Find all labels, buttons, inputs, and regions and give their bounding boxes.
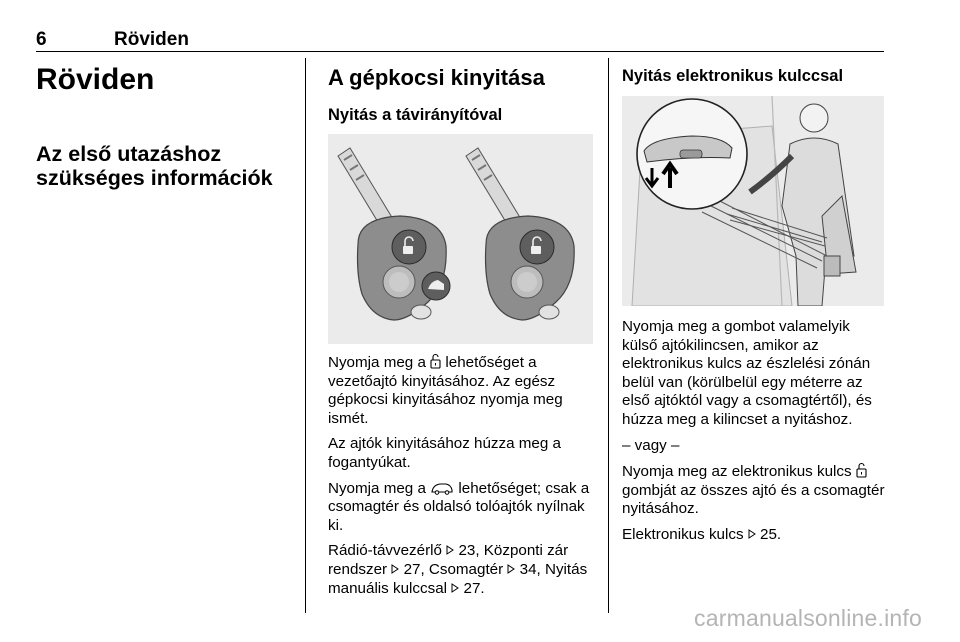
text-run: Rádió-távvezérlő	[328, 542, 442, 560]
electronic-key-door-handle-icon	[622, 96, 884, 306]
text-run: 34, Nyitás manuális kulccsal	[328, 560, 588, 597]
text-run: Nyomja meg az elektronikus kulcs	[622, 463, 852, 481]
text-run: Nyomja meg a	[328, 354, 426, 371]
middle-heading: A gépkocsi kinyitása	[328, 65, 545, 90]
paragraph-unlock-driver	[328, 353, 593, 428]
chapter-heading: Röviden	[36, 63, 155, 96]
paragraph-or: – vagy –	[622, 436, 680, 454]
van-rear-door-icon	[430, 482, 454, 495]
page-number: 6	[36, 29, 47, 50]
text-run: Elektronikus kulcs	[622, 525, 744, 543]
text-run: Nyomja meg a	[328, 479, 426, 497]
reference-arrow-icon	[451, 583, 459, 593]
text-run: gombját az összes ajtó és a csomagtér nyitásához.	[622, 481, 885, 518]
column-divider-2	[608, 58, 609, 613]
unlock-padlock-icon	[856, 462, 867, 478]
text-run: 23, Központi zár rendszer	[328, 542, 569, 578]
column-divider-1	[305, 58, 306, 613]
middle-subheading: Nyitás a távirányítóval	[328, 106, 503, 124]
text-run: lehetőséget; csak a csomagtér és oldalsó tolóajtók nyílnak ki.	[328, 479, 590, 534]
paragraph-handle-unlock: Nyomja meg a gombot valamelyik külső ajtókilincsen, amikor az elektronikus kulcs az észlelési zónán belül van (körülbelül egy méterre az első ajtóktól vagy a csomagtértől), és húzza meg a kilincset a nyitáshoz.	[622, 318, 872, 428]
reference-arrow-icon	[391, 564, 399, 574]
electronic-key-figure	[622, 96, 884, 306]
text-run: lehetőséget a vezetőajtó kinyitásához. Az egész gépkocsi kinyitásához nyomja meg ismét.	[328, 354, 563, 427]
remote-key-figure	[328, 134, 593, 344]
page-header	[36, 27, 884, 53]
text-run: 25.	[760, 525, 782, 543]
remote-key-fobs-icon	[328, 134, 593, 344]
section-heading-line1: Az első utazáshoz	[36, 142, 222, 166]
header-rule	[36, 51, 884, 52]
reference-arrow-icon	[748, 529, 756, 539]
paragraph-references	[328, 542, 593, 598]
paragraph-pull-handles: Az ajtók kinyitásához húzza meg a fogantyúkat.	[328, 435, 561, 471]
right-subheading: Nyitás elektronikus kulccsal	[622, 67, 844, 85]
right-text	[622, 318, 886, 552]
reference-arrow-icon	[507, 564, 515, 574]
paragraph-cargo-unlock	[328, 480, 593, 536]
watermark: carmanualsonline.info	[694, 605, 922, 631]
text-run: 27, Csomagtér	[403, 560, 504, 578]
reference-arrow-icon	[446, 545, 454, 555]
paragraph-key-button	[622, 462, 886, 519]
unlock-padlock-icon	[430, 353, 441, 369]
middle-text	[328, 353, 593, 605]
text-run: 27.	[463, 579, 485, 597]
running-title: Röviden	[114, 29, 189, 50]
paragraph-reference	[622, 526, 886, 545]
section-heading-line2: szükséges információk	[36, 166, 273, 190]
